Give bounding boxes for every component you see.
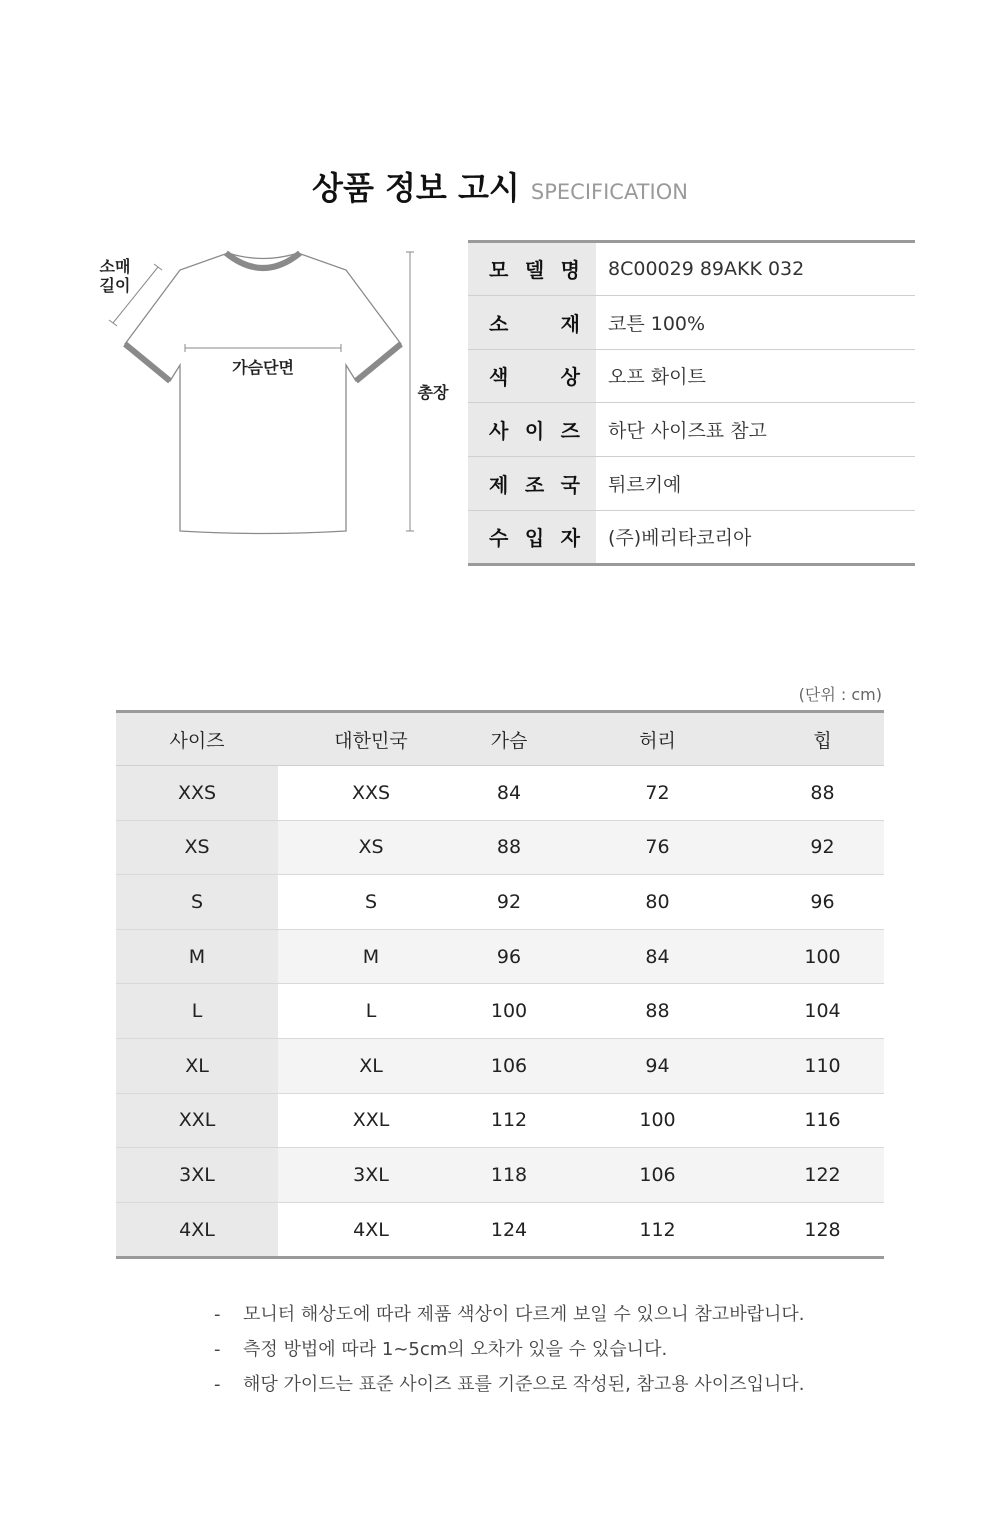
header-size: 사이즈 — [116, 712, 278, 766]
table-cell: 84 — [554, 929, 761, 984]
table-cell: XXL — [116, 1093, 278, 1148]
table-cell: 88 — [761, 766, 884, 821]
table-cell: 92 — [761, 820, 884, 875]
table-cell: 88 — [464, 820, 554, 875]
header-korea: 대한민국 — [278, 712, 464, 766]
spec-key-color: 색 상 — [468, 349, 596, 403]
table-cell: 122 — [761, 1148, 884, 1203]
table-cell: L — [116, 984, 278, 1039]
table-cell: XS — [116, 820, 278, 875]
table-row — [116, 875, 884, 930]
table-row — [116, 820, 884, 875]
table-cell: M — [278, 929, 464, 984]
table-cell: L — [278, 984, 464, 1039]
tshirt-outline — [125, 253, 401, 534]
total-length-label: 총장 — [417, 383, 449, 402]
spec-value-color: 오프 화이트 — [596, 349, 915, 403]
table-cell: M — [116, 929, 278, 984]
spec-key-importer: 수 입 자 — [468, 510, 596, 564]
table-cell: 100 — [554, 1093, 761, 1148]
spec-value-material: 코튼 100% — [596, 295, 915, 349]
table-cell: 88 — [554, 984, 761, 1039]
table-cell: 76 — [554, 820, 761, 875]
table-cell: 118 — [464, 1148, 554, 1203]
spec-table — [468, 240, 915, 566]
spec-key-origin: 제 조 국 — [468, 457, 596, 511]
table-cell: S — [278, 875, 464, 930]
table-cell: 124 — [464, 1202, 554, 1258]
table-cell: XXL — [278, 1093, 464, 1148]
note-item: - 측정 방법에 따라 1~5cm의 오차가 있을 수 있습니다. — [214, 1339, 668, 1360]
page-title — [0, 163, 1000, 209]
table-cell: 128 — [761, 1202, 884, 1258]
table-cell: 3XL — [116, 1148, 278, 1203]
spec-row-material — [468, 295, 915, 349]
size-table-header — [116, 712, 884, 766]
tshirt-diagram — [88, 240, 468, 550]
table-row — [116, 1093, 884, 1148]
spec-row-model — [468, 242, 915, 296]
table-cell: 104 — [761, 984, 884, 1039]
table-cell: 3XL — [278, 1148, 464, 1203]
spec-value-origin: 튀르키예 — [596, 457, 915, 511]
note-item: - 모니터 해상도에 따라 제품 색상이 다르게 보일 수 있으니 참고바랍니다. — [214, 1304, 805, 1325]
table-cell: 96 — [464, 929, 554, 984]
header-hip: 힙 — [761, 712, 884, 766]
table-cell: XL — [278, 1038, 464, 1093]
table-cell: 80 — [554, 875, 761, 930]
unit-label: (단위 : cm) — [798, 685, 882, 704]
table-cell: 96 — [761, 875, 884, 930]
spec-row-origin — [468, 457, 915, 511]
table-row — [116, 766, 884, 821]
spec-row-size — [468, 403, 915, 457]
table-cell: 116 — [761, 1093, 884, 1148]
table-cell: 94 — [554, 1038, 761, 1093]
sleeve-length-label: 소매 길이 — [99, 257, 131, 295]
chest-width-label: 가슴단면 — [232, 358, 294, 377]
table-row — [116, 1148, 884, 1203]
table-cell: 112 — [554, 1202, 761, 1258]
table-row — [116, 1038, 884, 1093]
spec-value-importer: (주)베리타코리아 — [596, 510, 915, 564]
table-cell: 100 — [761, 929, 884, 984]
note-item: - 해당 가이드는 표준 사이즈 표를 기준으로 작성된, 참고용 사이즈입니다. — [214, 1374, 805, 1395]
table-cell: XS — [278, 820, 464, 875]
table-row — [116, 929, 884, 984]
table-row — [116, 984, 884, 1039]
title-english: SPECIFICATION — [530, 180, 688, 204]
table-cell: 92 — [464, 875, 554, 930]
table-cell: 106 — [554, 1148, 761, 1203]
table-cell: 84 — [464, 766, 554, 821]
title-korean: 상품 정보 고시 — [312, 169, 520, 207]
spec-value-size: 하단 사이즈표 참고 — [596, 403, 915, 457]
size-table — [116, 710, 884, 1259]
table-cell: 4XL — [278, 1202, 464, 1258]
table-cell: XXS — [116, 766, 278, 821]
spec-value-model: 8C00029 89AKK 032 — [596, 242, 915, 296]
table-cell: 106 — [464, 1038, 554, 1093]
header-waist: 허리 — [554, 712, 761, 766]
header-chest: 가슴 — [464, 712, 554, 766]
spec-row-color — [468, 349, 915, 403]
table-cell: 72 — [554, 766, 761, 821]
table-row — [116, 1202, 884, 1258]
table-cell: 110 — [761, 1038, 884, 1093]
table-cell: XXS — [278, 766, 464, 821]
table-cell: S — [116, 875, 278, 930]
table-cell: 112 — [464, 1093, 554, 1148]
spec-row-importer — [468, 510, 915, 564]
notes-list — [214, 1301, 804, 1406]
spec-key-size: 사 이 즈 — [468, 403, 596, 457]
spec-key-model: 모 델 명 — [468, 242, 596, 296]
table-cell: 4XL — [116, 1202, 278, 1258]
table-cell: XL — [116, 1038, 278, 1093]
spec-key-material: 소 재 — [468, 295, 596, 349]
table-cell: 100 — [464, 984, 554, 1039]
